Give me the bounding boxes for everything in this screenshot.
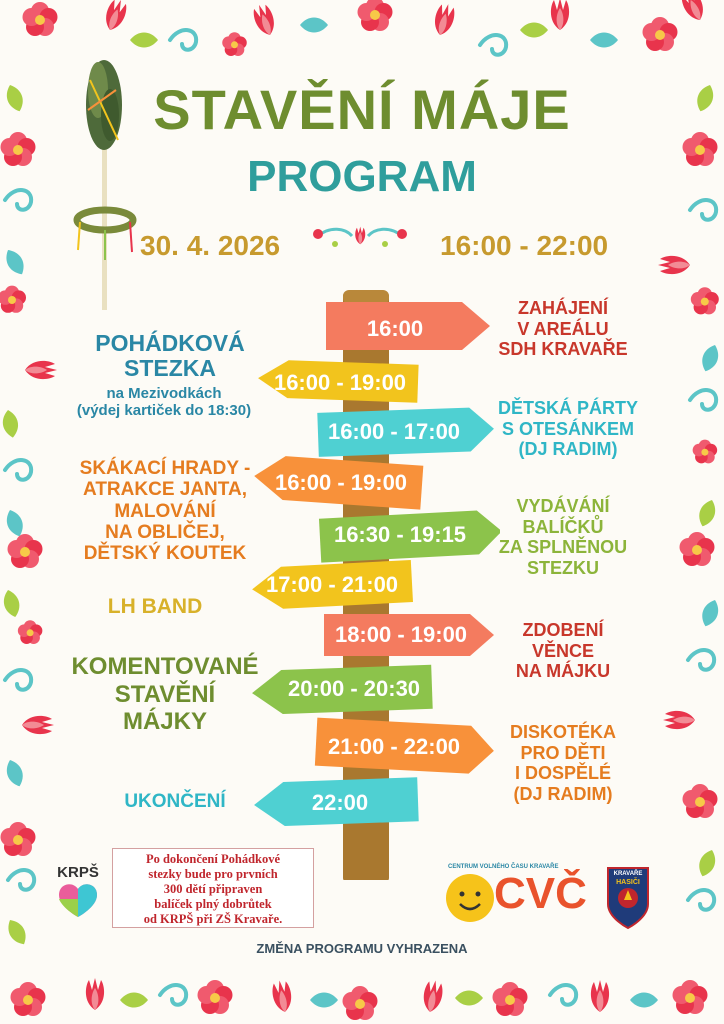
- hasici-badge: [604, 864, 652, 930]
- krps-logo: [48, 864, 108, 926]
- footer-note: ZMĚNA PROGRAMU VYHRAZENA: [256, 941, 468, 956]
- event-lh-band: LH BAND: [107, 595, 203, 618]
- sign-5-time: 16:30 - 19:15: [333, 522, 467, 547]
- event-time: 16:00 - 22:00: [440, 230, 609, 261]
- page-subtitle: PROGRAM: [247, 152, 477, 201]
- event-pohadkova-sub: na Mezivodkách (výdej kartiček do 18:30): [76, 385, 252, 419]
- event-komentovane: KOMENTOVANÉ STAVĚNÍ MÁJKY: [71, 653, 259, 736]
- cvc-wordmark: [494, 869, 587, 918]
- center-ornament: [313, 227, 407, 247]
- cvc-logo: [440, 860, 590, 930]
- event-ukonceni: UKONČENÍ: [124, 791, 226, 812]
- krps-logo-text: KRPŠ: [57, 864, 99, 881]
- hasici-top-text: KRAVAŘE: [613, 871, 643, 877]
- notice-box: [112, 848, 314, 928]
- event-diskoteka: DISKOTÉKA PRO DĚTI I DOSPĚLÉ (DJ RADIM): [509, 722, 616, 805]
- sign-7-time: 18:00 - 19:00: [334, 622, 468, 647]
- cvc-arc-text: CENTRUM VOLNÉHO ČASU KRAVAŘE: [448, 864, 559, 870]
- event-vydavani: VYDÁVÁNÍ BALÍČKŮ ZA SPLNĚNOU STEZKU: [498, 496, 628, 579]
- sign-3-time: 16:00 - 17:00: [327, 419, 461, 444]
- sign-1-time: 16:00: [366, 316, 424, 341]
- sign-9-time: 21:00 - 22:00: [327, 734, 461, 759]
- sign-6-time: 17:00 - 21:00: [265, 572, 399, 597]
- sign-8-time: 20:00 - 20:30: [287, 676, 421, 701]
- event-detska-party: DĚTSKÁ PÁRTY S OTESÁNKEM (DJ RADIM): [497, 398, 638, 460]
- sign-10-time: 22:00: [311, 790, 369, 815]
- puzzle-icon: [53, 881, 103, 921]
- event-zdobeni: ZDOBENÍ VĚNCE NA MÁJKU: [515, 620, 611, 682]
- event-zahajeni: ZAHÁJENÍ V AREÁLU SDH KRAVAŘE: [498, 298, 628, 360]
- event-pohadkova-title: POHÁDKOVÁ STEZKA: [95, 330, 245, 382]
- event-skakaci-hrady: SKÁKACÍ HRADY - ATRAKCE JANTA, MALOVÁNÍ NA OBLIČEJ, DĚTSKÝ KOUTEK: [79, 458, 251, 565]
- hasici-main-text: HASIČI: [616, 879, 640, 886]
- page-title: STAVĚNÍ MÁJE: [153, 78, 571, 141]
- sign-2-time: 16:00 - 19:00: [273, 370, 407, 395]
- sign-4-time: 16:00 - 19:00: [274, 470, 408, 495]
- notice-text: Po dokončení Pohádkové stezky bude pro prvních 300 dětí připraven balíček plný dobrůtek od KRPŠ při ZŠ Kravaře.: [143, 852, 283, 926]
- cvc-wordmark-text: CVČ: [494, 869, 587, 918]
- event-date: 30. 4. 2026: [140, 230, 281, 261]
